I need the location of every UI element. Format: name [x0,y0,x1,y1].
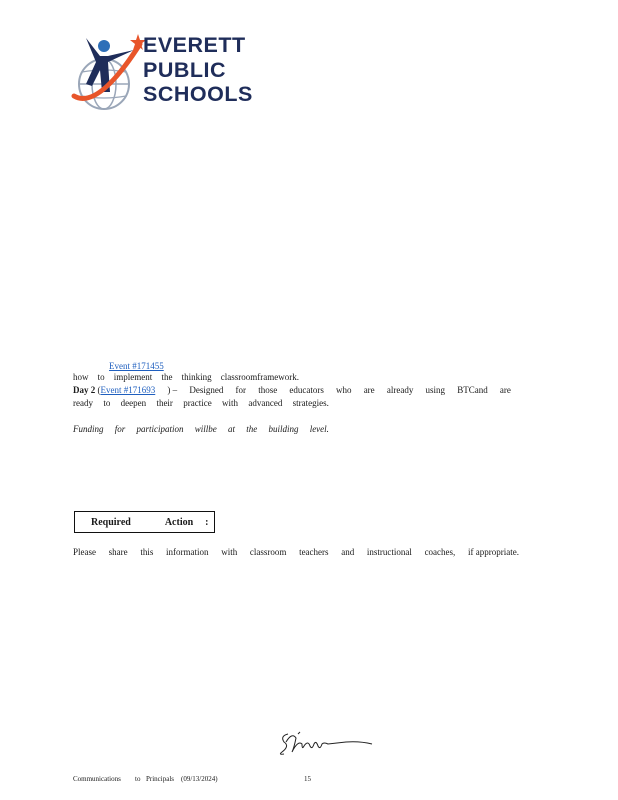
line-how-to-implement [73,371,299,383]
word: instructional [366,547,412,557]
word: Designed [189,385,224,395]
word: participation [136,424,184,434]
district-logo [68,30,258,114]
event-171693-link[interactable]: Event #171693 [100,385,156,395]
logo-wordmark [143,33,253,107]
footer-audience: Principals [146,775,174,783]
word: ready [73,398,93,408]
word: at [227,424,235,434]
word: how [73,372,89,382]
word: strategies. [292,398,329,408]
logo-figure-icon [68,30,148,114]
word: the [161,372,173,382]
word: Please [73,547,96,557]
action-word: Action [164,516,194,528]
required-action-box [74,511,215,533]
word: thinking [181,372,212,382]
word: for [235,385,247,395]
word: share [108,547,128,557]
word: and [341,547,355,557]
word: those [258,385,278,395]
word: for [114,424,126,434]
word: the [246,424,258,434]
footer-date: (09/13/2024) [181,775,218,783]
word: BTCand [457,385,488,395]
line-funding [73,423,329,435]
open-paren: ( [97,385,101,395]
line-day-2 [73,384,511,396]
word: Funding [73,424,104,434]
word: practice [183,398,212,408]
word: building [268,424,299,434]
logo-line-2: PUBLIC [143,57,227,82]
line-ready-to-deepen [73,397,329,409]
word: to [97,372,105,382]
word: information [166,547,209,557]
word: with [222,398,239,408]
signature-image [276,728,376,763]
word: are [363,385,375,395]
footer-page-number: 15 [304,775,311,783]
action-colon: : [205,516,209,528]
day-2-label: Day 2 [73,385,96,395]
word: classroomframework. [220,372,299,382]
line-please-share [73,546,519,558]
word: if appropriate. [467,547,519,557]
word: with [221,547,238,557]
logo-line-1: EVERETT [143,33,246,57]
word: ) – [167,385,178,395]
word: coaches, [424,547,456,557]
word: classroom [249,547,287,557]
word: educators [289,385,324,395]
word: advanced [248,398,283,408]
word: teachers [299,547,329,557]
word: implement [113,372,153,382]
word: level. [309,424,329,434]
word: who [336,385,352,395]
logo-line-3: SCHOOLS [143,82,253,106]
event-171455-link[interactable]: Event #171455 [109,361,164,371]
word: are [499,385,511,395]
word: deepen [120,398,147,408]
word: their [156,398,173,408]
word: willbe [194,424,217,434]
footer-title: Communications [73,775,121,783]
word: already [386,385,414,395]
word: using [425,385,446,395]
word: this [140,547,154,557]
day-2-label-group [73,384,155,396]
word: to [103,398,111,408]
footer-to: to [135,775,141,783]
required-word: Required [91,516,131,528]
